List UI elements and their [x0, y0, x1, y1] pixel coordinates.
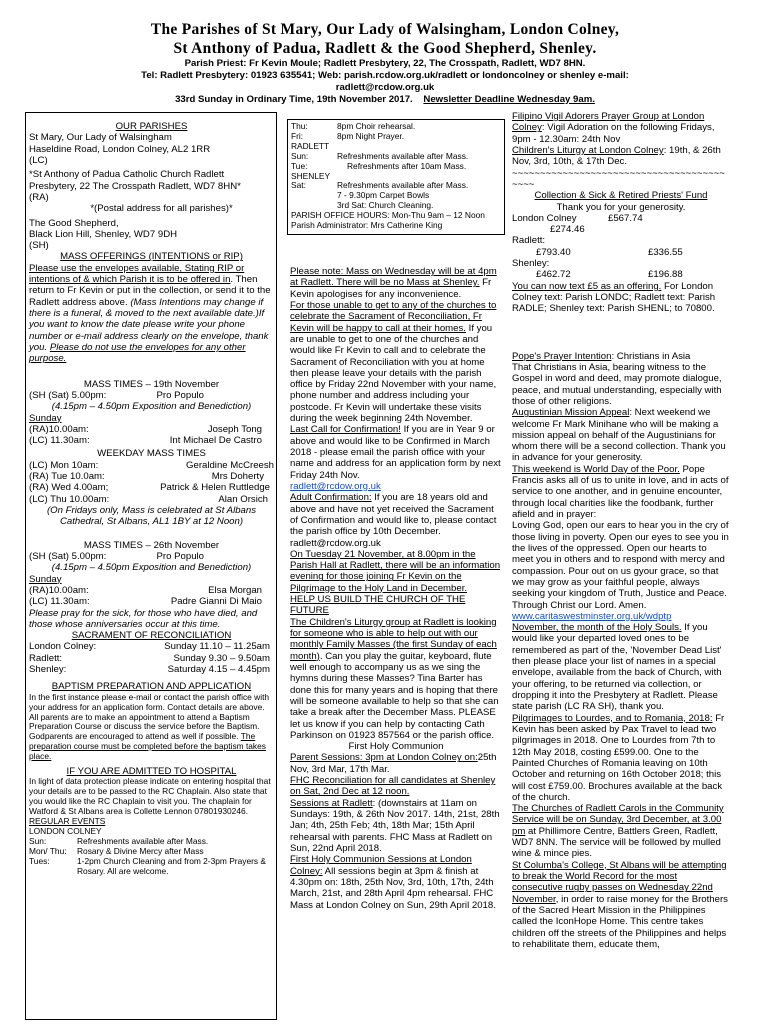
collection-lc-fund: £274.46	[550, 224, 585, 236]
reconciliation-row: London Colney: Sunday 11.10 – 11.25am	[29, 641, 270, 653]
reconciliation-row: Radlett: Sunday 9.30 – 9.50am	[29, 652, 270, 664]
contact-line-2: radlett@rcdow.org.uk	[335, 81, 435, 93]
weekday-row: (RA) Tue 10.0am: Mrs Doherty	[29, 471, 264, 483]
office-hours: PARISH OFFICE HOURS: Mon-Thu 9am – 12 Noon	[291, 210, 485, 221]
rugby-record: St Columba's College, St Albans will be attempting to break the World Record for the most consecutive rugby passes on Wednesday 22nd November, in order to raise money for the Brothers of the Sacred Heart Mission in the Philippines called the IconHope Home. This centre takes children off the streets of the Philippines and helps to rehabilitate them, educate them,	[512, 859, 728, 950]
newsletter-deadline: Newsletter Deadline Wednesday 9am.	[423, 93, 595, 105]
event-detail: 7 - 9.30pm Carpet Bowls	[337, 190, 430, 201]
augustinian-appeal: Augustinian Mission Appeal: Next weekend we welcome Fr Mark Minihane who will be making a mission appeal on behalf of the Augustinians for whom there will be a second collection. Thank you in advance for your generosity.	[512, 407, 726, 464]
wednesday-notice: Please note: Mass on Wednesday will be at 4pm at Radlett. There will be no Mass at Shenley. Fr Kevin apologises for any inconvenience.	[290, 266, 497, 300]
email-link[interactable]: radlett@rcdow.org.uk	[290, 480, 381, 492]
mass-times-19-heading: MASS TIMES – 19th November	[83, 378, 220, 390]
event-row: Mon/ Thu: Rosary & Divine Mercy after Mass	[29, 845, 204, 856]
parish-sh-code: (SH)	[29, 240, 49, 252]
world-day-poor: This weekend is World Day of the Poor. Pope Francis asks all of us to unite in love, and in acts of service to one another, and in genuine encounter, through local charities like the foodbank, further afield and in prayer:	[512, 463, 729, 520]
radlett-events-heading: RADLETT	[291, 140, 330, 151]
event-row: Sat: Refreshments available after Mass.	[291, 180, 469, 191]
contact-line-1: Tel: Radlett Presbytery: 01923 635541; Web: parish.rcdow.org.uk/radlett or londoncolney or shenley e-mail:	[141, 70, 629, 82]
sunday-date: 33rd Sunday in Ordinary Time, 19th November 2017.	[175, 93, 413, 105]
left-column	[25, 112, 277, 1020]
parish-lc-address: Haseldine Road, London Colney, AL2 1RR	[29, 143, 211, 155]
event-row: Tues: 1-2pm Church Cleaning and from 2-3pm Prayers & Rosary. All are welcome.	[29, 855, 266, 876]
parish-lc-name: St Mary, Our Lady of Walsingham	[29, 132, 172, 144]
holy-souls: November, the month of the Holy Souls. If you would like your departed loved ones to be remembered as part of the, 'November Dead List' then please place your list of names in a special envelope, available from the back of Church, with your offering, to be returned via collection, or dropping it into the Presbytery at Radlett. Please state parish (LC RA SH), thank you.	[512, 622, 722, 713]
exposition-note: (4.15pm – 4.50pm Exposition and Benediction)	[51, 401, 252, 413]
childrens-liturgy: Children's Liturgy at London Colney: 19th, & 26th Nov, 3rd, 10th, & 17th Dec.	[512, 144, 721, 168]
fhc-heading: First Holy Communion	[348, 741, 444, 753]
baptism-paragraph: In the first instance please e-mail or contact the parish office with your address for an application form. Contact details are above. All parents are to make an appointment to attend a Baptism Preparation Course or discuss the service before the Baptism. Godparents are encouraged to attend as well if possible. The preparation course must be completed before the baptism takes place.	[29, 691, 270, 762]
fhc-reconciliation: FHC Reconciliation for all candidates at Shenley on Sat, 2nd Dec at 12 noon.	[290, 775, 496, 798]
radlett-sessions: Sessions at Radlett: (downstairs at 11am on Sundays: 19th, & 26th Nov 2017. 14th, 21st, 28th Jan; 4th, 25th Feb; 4th, 18th Mar; 15th April rehearsal with parents. FHC Mass at Radlett on Sun, 22nd April 2018.	[290, 797, 500, 854]
mass-row: (SH (Sat) 5.00pm: Pro Populo	[29, 389, 204, 401]
regular-events-box	[287, 119, 505, 235]
newsletter-header	[0, 20, 770, 105]
title-line-2: St Anthony of Padua, Radlett & the Good Shepherd, Shenley.	[173, 40, 597, 58]
adult-confirmation: Adult Confirmation: If you are 18 years old and above and have not yet received the Sacrament of Confirmation and would like to, please contact the parish office by 10th December. radlett@rcdow.org.uk	[290, 492, 497, 549]
shenley-events-heading: SHENLEY	[291, 170, 331, 181]
title-line-1: The Parishes of St Mary, Our Lady of Walsingham, London Colney,	[150, 21, 620, 38]
offerings-heading: MASS OFFERINGS (INTENTIONS or RIP)	[60, 251, 243, 263]
weekday-heading: WEEKDAY MASS TIMES	[97, 448, 206, 460]
caritas-link[interactable]: www.caritaswestminster.org.uk/wdptp	[512, 610, 672, 622]
collection-ra: Radlett:	[512, 235, 546, 247]
home-reconciliation-notice: For those unable to get to any of the churches to celebrate the Sacrament of Reconciliation, Fr Kevin will be happy to call at their homes. If you are unable to get to one of the churches and would like Fr Kevin to call and to celebrate the Sacrament of Reconciliation with you at home then please leave your details with the parish office by Friday 22nd November with your name, phone number and address including your postcode. Fr Kevin will undertake these visits during the week beginning 24th November.	[290, 299, 497, 425]
regular-events-heading: REGULAR EVENTS	[29, 815, 106, 826]
offerings-paragraph: Please use the envelopes available, Stating RIP or intentions of & which Parish it is to be offered in. Then return to Fr Kevin or put in the collection, or send it to the Radlett address above. (Mass Intentions may change if there is a funeral, & moved to the next available date.)If you want to know the date please write your phone number or e-mail address clearly on the envelope, thank you. Please do not use the envelopes for any other purpose.	[29, 262, 271, 365]
prayer-text: Loving God, open our ears to hear you in the cry of those living in poverty. Open our eyes to see you in the lives of the oppressed. Open our hearts to meet you in others and to respond with mercy and compassion. Pour out on us gyour grace, so that we may grow as your faithful people, always seeking your kingdom of Truth, Justice and Peace. Through Christ our Lord. Amen.	[512, 520, 729, 611]
friday-note: (On Fridays only, Mass is celebrated at St Albans Cathedral, St Albans, AL1 1BY at 12 Noon)	[46, 505, 256, 528]
pray-note: Please pray for the sick, for those who have died, and those whose anniversaries occur at this time.	[29, 607, 258, 630]
pope-intention: Pope's Prayer Intention: Christians in Asia	[512, 350, 691, 362]
event-row: Sun: Refreshments available after Mass.	[291, 150, 469, 161]
mass-row: (LC) 11.30am: Padre Gianni Di Maio	[29, 596, 262, 608]
collection-ra-values: £793.40 £336.55	[536, 246, 683, 258]
collection-heading: Collection & Sick & Retired Priests' Fund	[534, 190, 708, 202]
weekday-row: (RA) Wed 4.00am; Patrick & Helen Ruttledge	[29, 482, 270, 494]
event-row: Tue: Refreshments after 10am Mass.	[291, 160, 467, 171]
mass-row: (RA)10.00am: Joseph Tong	[29, 423, 262, 435]
mass-row: (RA)10.00am: Elsa Morgan	[29, 584, 262, 596]
weekday-row: (LC) Mon 10am: Geraldine McCreesh	[29, 459, 274, 471]
filipino-vigil: Filipino Vigil Adorers Prayer Group at London Colney: Vigil Adoration on the following Fridays, 9pm - 12.30am: 24th Nov	[512, 111, 715, 145]
sunday-label: Sunday	[29, 412, 62, 424]
mass-row: (SH (Sat) 5.00pm: Pro Populo	[29, 550, 204, 562]
reconciliation-heading: SACRAMENT OF RECONCILIATION	[71, 630, 232, 642]
mass-row: (LC) 11.30am: Int Michael De Castro	[29, 435, 262, 447]
pope-intention-text: That Christians in Asia, bearing witness to the Gospel in word and deed, may promote dialogue, peace, and mutual understanding, especially with those of other religions.	[512, 361, 722, 407]
event-row: Fri: 8pm Night Prayer.	[291, 130, 405, 141]
exposition-note: (4.15pm – 4.50pm Exposition and Benediction)	[51, 562, 252, 574]
lc-events-heading: LONDON COLNEY	[29, 825, 102, 836]
pilgrimages: Pilgrimages to Lourdes, and to Romania, 2018: Fr Kevin has been asked by Pax Travel to lead two pilgrimages in 2018. One to Lourdes from 7th to 12th May 2018, costing £599.00. One to the Painted Churches of Romania leaving on 10th October and returning on 16th October 2018; this will cost £759.00. Brochures available at the back of the church.	[512, 712, 725, 803]
priest-line: Parish Priest: Fr Kevin Moule; Radlett Presbytery, 22, The Crosspath, Radlett, WD7 8HN.	[184, 58, 586, 70]
childrens-liturgy-help: The Children's Liturgy group at Radlett is looking for someone who is able to help out with our monthly Family Masses (the first Sunday of each month). Can you play the guitar, keyboard, flute well enough to accompany us as we sing the hymns during these Masses? Tina Barter has done this for many years and is hoping that there will be someone available to help so that she can take a break after the December Mass. PLEASE let us know if you can help by contacting Cath Parkinson on 01923 857564 or the parish office.	[290, 616, 499, 741]
event-row: Thu: 8pm Choir rehearsal.	[291, 121, 416, 131]
collection-lc: London Colney £567.74	[512, 212, 643, 224]
help-heading: HELP US BUILD THE CHURCH OF THE FUTURE	[290, 594, 466, 617]
collection-sh-values: £462.72 £196.88	[536, 269, 683, 281]
postal-note: *(Postal address for all parishes)*	[90, 203, 233, 215]
last-call-confirmation: Last Call for Confirmation! If you are in Year 9 or above and would like to be Confirmed in March 2018 - please email the parish office with your name and address for an application form by next Friday 24th Nov.	[290, 424, 501, 481]
reconciliation-row: Shenley: Saturday 4.15 – 4.45pm	[29, 664, 270, 676]
parish-lc-code: (LC)	[29, 154, 48, 166]
event-row: Sun: Refreshments available after Mass.	[29, 835, 209, 846]
carols: The Churches of Radlett Carols in the Community Service will be on Sunday, 3rd December, at 3.00 pm at Phillimore Centre, Battlers Green, Radlett, WD7 8NN. The service will be followed by mulled wine & mince pies.	[512, 803, 724, 860]
lc-sessions: First Holy Communion Sessions at London Colney: All sessions begin at 3pm & finish at 4.30pm on: 18th, 25th Nov, 3rd, 10th, 17th, 24th March, 21st, and 28th April 4pm rehearsal. FHC Mass at London Colney on Sun, 29th April 2018.	[290, 854, 496, 911]
parishes-heading: OUR PARISHES	[115, 121, 188, 132]
sunday-label: Sunday	[29, 573, 62, 585]
middle-column	[290, 266, 502, 1021]
parish-ra-name: *St Anthony of Padua Catholic Church Radlett Presbytery, 22 The Crosspath Radlett, WD7 8HN*	[29, 169, 241, 192]
parish-sh-name: The Good Shepherd,	[29, 217, 119, 229]
event-detail: 3rd Sat: Church Cleaning.	[337, 200, 434, 211]
sunday-line	[0, 94, 770, 106]
hospital-paragraph: In light of data protection please indicate on entering hospital that your details are to be passed to the RC Chaplain. Also state that you would like the RC Chaplain to visit you. The chaplain for Watford & St Albans area is Collette Lennon 07801930246.	[29, 776, 271, 817]
weekday-row: (LC) Thu 10.00am: Alan Orsich	[29, 493, 268, 505]
mass-times-26-heading: MASS TIMES – 26th November	[83, 539, 220, 551]
hospital-heading: IF YOU ARE ADMITTED TO HOSPITAL	[66, 766, 237, 778]
collection-sh: Shenley:	[512, 258, 550, 270]
administrator: Parish Administrator: Mrs Catherine King	[291, 220, 443, 231]
parent-sessions: Parent Sessions: 3pm at London Colney on:25th Nov, 3rd Mar, 17th Mar.	[290, 752, 497, 775]
parish-sh-address: Black Lion Hill, Shenley, WD7 9DH	[29, 228, 178, 240]
pilgrimage-info-evening: On Tuesday 21 November, at 8.00pm in the Parish Hall at Radlett, there will be an information evening for those joining Fr Kevin on the Pilgrimage to the Holy Land in December.	[290, 548, 501, 594]
collection-thanks: Thank you for your generosity.	[556, 201, 686, 213]
baptism-heading: BAPTISM PREPARATION AND APPLICATION	[51, 681, 252, 693]
text-offering: You can now text £5 as an offering. For London Colney text: Parish LONDC; Radlett text: Parish RADLE; Shenley text: Parish SHENL; to 70800.	[512, 280, 716, 315]
right-column	[512, 111, 730, 1021]
parish-ra-code: (RA)	[29, 191, 49, 203]
divider: ~~~~~~~~~~~~~~~~~~~~~~~~~~~~~~~~~~~~~~~~~~	[512, 167, 725, 190]
